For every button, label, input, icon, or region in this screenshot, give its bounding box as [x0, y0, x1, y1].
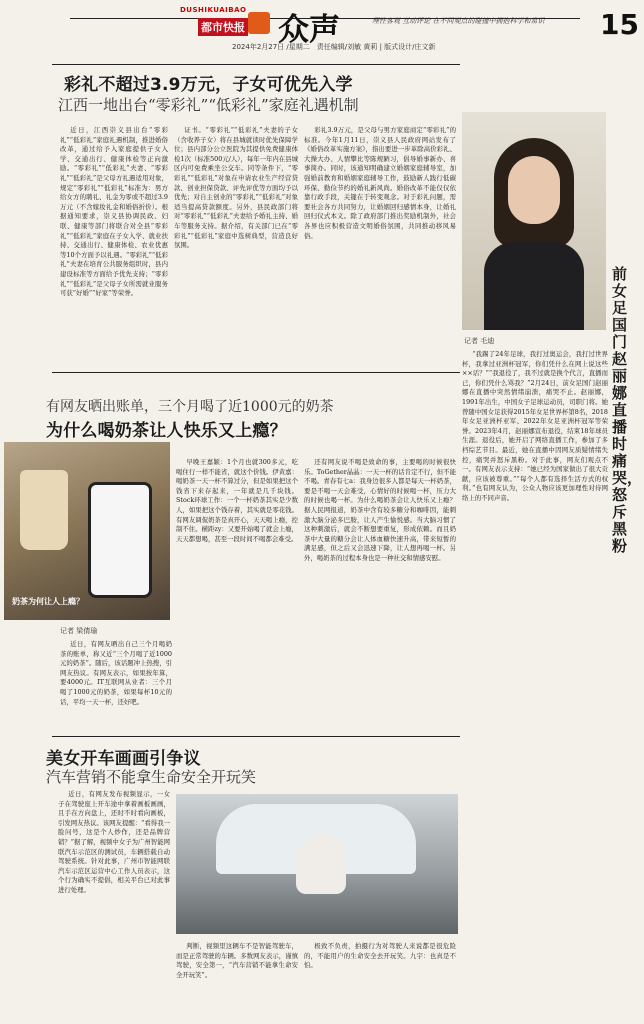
brand-en: DUSHIKUAIBAO	[180, 6, 247, 14]
article2-col2: 早晚王嘉颖：1个月也就300多元，吃喝住行一样不能省，就这个价钱。伊黄嘉：喝奶茶一天一杯不算过分，但是如果把这个钱省下来存起来，一年就是几千块钱。Stock环球工作：一个一杯奶茶其实是少数人，如果把这个钱存着，其实就是零花钱。有网友调侃奶茶是真开心，天天喝上瘾，控制不住。横距zy：又要开始喝了就会上瘾，天天都想喝，甚至一段时间不喝都会难受。	[176, 458, 298, 543]
person-body-icon	[484, 242, 584, 330]
masthead	[0, 0, 644, 60]
article2-headline: 为什么喝奶茶让人快乐又上瘾？	[46, 421, 287, 441]
phone-icon	[88, 482, 152, 598]
sidebar-photo	[462, 112, 606, 330]
article3-top-rule	[52, 736, 460, 737]
person-face-icon	[508, 156, 560, 224]
article1-headline: 彩礼不超过3.9万元，子女可优先入学	[64, 75, 353, 95]
sidebar-col1: “我踢了24年足球，我打过奥运会，我打过世界杯，我拿过亚洲杯冠军，你们凭什么在网上说这些××话？”“我退役了，我不过就是换个代言，直播而已，你们凭什么骂我？”2月24日，前女足国门赵丽娜在直播中突然情绪崩溃，痛哭不止。赵丽娜，1991年出生，中国女子足球运动员，司职门将。她曾随中国女足获得2015年女足世界杯第8名，2018年女足亚洲杯亚军、2022年女足亚洲杯冠军等荣誉。2023年4月，赵丽娜宣布退役，结束18年球员生涯。退役后，她开启了网络直播工作，参加了多档综艺节目。最近，她在直播中因网友质疑情绪失控，痛哭并怒斥黑粉。对于此事，网友们观点不一。有网友表示支持：“她已经为国家做出了很大贡献，应该被尊重。”“每个人都有选择生活方式的权利。”也有网友认为，公众人物应该更加理性对待网络上的不同声音。	[462, 350, 608, 502]
sidebar-headline: 前女足国门赵丽娜直播时痛哭，怒斥黑粉	[612, 265, 643, 555]
article-driving-drawing	[0, 736, 460, 1024]
masthead-slogan: 理性客观 互动评论 在不同观点的碰撞中拥抱科学和常识	[372, 17, 545, 25]
article1-col2: 证书。“零彩礼”“低彩礼”夫妻的子女（含收养子女）将在县城就读时优先保障学位；县内部分公立医院为其提供免费健康体检1次（标准500元/人），每年一年内在县城区内可免费乘坐公交车。同等条件下，“零彩礼”“低彩礼”对象在申请农业生产经营贷款、创业担保贷款、评先评优等方面均予以优先；对自主创业的“零彩礼”“低彩礼”对象适当提高贷款额度。另外，县民政部门将对“零彩礼”“低彩礼”夫妻给予婚礼主持、婚车等服务支持。据介绍，有关部门已在“零彩礼”“低彩礼”家庭中选树典型，营造良好氛围。	[174, 126, 298, 250]
article-bride-price	[0, 60, 460, 370]
masthead-meta: 2024年2月27日 /星期二 责任编辑/刘敏 黄莉 | 版式设计/庄文新	[232, 43, 436, 51]
article1-col3: 彩礼3.9万元，是父母与男方家庭商定“零彩礼”的标准。今年1月11日，崇义县人民政府网站发布了《婚俗改革实施方案》，指出要进一步革除高价彩礼、大操大办、人情攀比等陈规陋习，倡导婚事新办、喜事简办。同时，该通知明确建立婚姻家庭辅导室，加强婚前教育和婚姻家庭辅导工作，鼓励新人践行低碳环保、勤俭节约的婚礼新风尚。婚俗改革不能仅仅依靠行政手段，关键在于转变观念。对于彩礼问题，需要社会各方共同努力，让婚姻回归感情本身，让婚礼回归仪式本义。除了政府部门推出奖励机制外，社会各界也应积极营造文明婚俗氛围，共同推动移风易俗。	[304, 126, 456, 240]
driver-figure-icon	[296, 834, 346, 894]
article2-col1: 近日，有网友晒出自己三个月喝奶茶的账单，称又近“三个月喝了近1000元的奶茶”。随后，该话题冲上热搜，引网友热议。有网友表示，如果按年算，要4000元。IT互联网从业者：三个月喝了1000元的奶茶，如果每杯10元的话，平均一天一杯，还好吧。	[60, 640, 172, 706]
brand-cn: 都市快报	[198, 18, 248, 36]
article1-col1: 近日，江西崇义县出台“零彩礼”“低彩礼”家庭礼遇机制，推进婚俗改革，通过给予入家庭提供子女入学、交通出行、健康体检等正向激励。“零彩礼”“低彩礼”夫妻、“零彩礼”“低彩礼”是父母方礼遇适用对象，规定“零彩礼”“低彩礼”标准为：男方给女方的聘礼、礼金为零或不超过3.9万元（不含嫁妆礼金和婚俗折价）。根据通知要求，崇义县协调民政、妇联、健康等部门将联合对全县“零彩礼”“低彩礼”家庭在子女入学、就业扶持、交通出行、健康体检、农业优惠等10个方面予以礼遇。“零彩礼”“低彩礼”夫妻在培育公共服务组织时，县内建设标准等方面给予优先支持；“零彩礼”“低彩礼”是父母子女所需就业服务可获“好婚”“好家”等荣誉。	[60, 126, 168, 298]
article2-top-rule	[52, 372, 460, 373]
article2-col3: 还有网友说不喝是致命的事，主要喝的时候很快乐。ToGether晶晶：一天一杯的话肯定不行，但不能不喝。青春有七a：我身边很多人都是每天一杯奶茶，要是不喝一天会难受，心情好的时候喝一杯，压力大的时候也喝一杯。为什么喝奶茶会让人快乐又上瘾？据人民网报道，奶茶中含有较多糖分和咖啡因，能刺激大脑分泌多巴胺，让人产生愉悦感。当大脑习惯了这种刺激后，就会不断想要重复，形成依赖。而且奶茶中大量的糖分会让人体血糖快速升高，带来短暂的满足感，但之后又会迅速下降，让人想再喝一杯。另外，喝奶茶的过程本身也是一种社交和情感安慰。	[304, 458, 456, 562]
page-number: 15	[600, 8, 639, 41]
article3-col1: 近日，有网友发布视频显示，一女子在驾驶座上开车途中拿着画板画画，且手在方向盘上，还时不时看向画板，引发网友热议。该网友提醒：“看得我一脸问号，这是个人炒作，还是品牌营销？”据了解，视频中女子为广州智能网联汽车示范区的测试员，车辆搭载自动驾驶系统。针对此事，广州市智能网联汽车示范区运营中心工作人员表示，这个行为确实不提倡，相关平台已对此事进行处理。	[58, 790, 170, 894]
article2-kicker: 有网友晒出账单，三个月喝了近1000元的奶茶	[46, 399, 334, 415]
brand-logo-icon	[248, 12, 270, 34]
milk-tea-cup-icon	[20, 470, 68, 550]
article3-subhead: 汽车营销不能拿生命安全开玩笑	[46, 768, 257, 786]
milk-tea-photo-caption: 奶茶为何让人上瘾？	[12, 597, 84, 606]
article2-byline: 记者 梁倩瑜	[60, 627, 98, 635]
milk-tea-photo	[4, 442, 170, 620]
article1-subhead: 江西一地出台“零彩礼”“低彩礼”家庭礼遇机制	[58, 96, 359, 114]
article-milk-tea	[0, 372, 460, 732]
car-photo	[176, 794, 458, 934]
article3-col3: 极致不负责，拍摄行为对驾驶人来说都是很危险的，不能用户的生命安全去开玩笑。九宇：也真是不怕。	[304, 942, 456, 970]
article3-col2: 判断，视频里这辆车不是智能驾驶车，而是正常驾驶的车辆。多数网友表示，谨慎驾驶，安全第一，“汽车营销不能拿生命安全开玩笑”。	[176, 942, 298, 979]
section-title: 众声	[278, 12, 340, 48]
sidebar-photo-caption: 记者 毛迪	[464, 337, 495, 345]
article3-headline: 美女开车画画引争议	[46, 749, 201, 769]
article1-top-rule	[52, 64, 460, 65]
sidebar-article	[462, 60, 644, 1024]
